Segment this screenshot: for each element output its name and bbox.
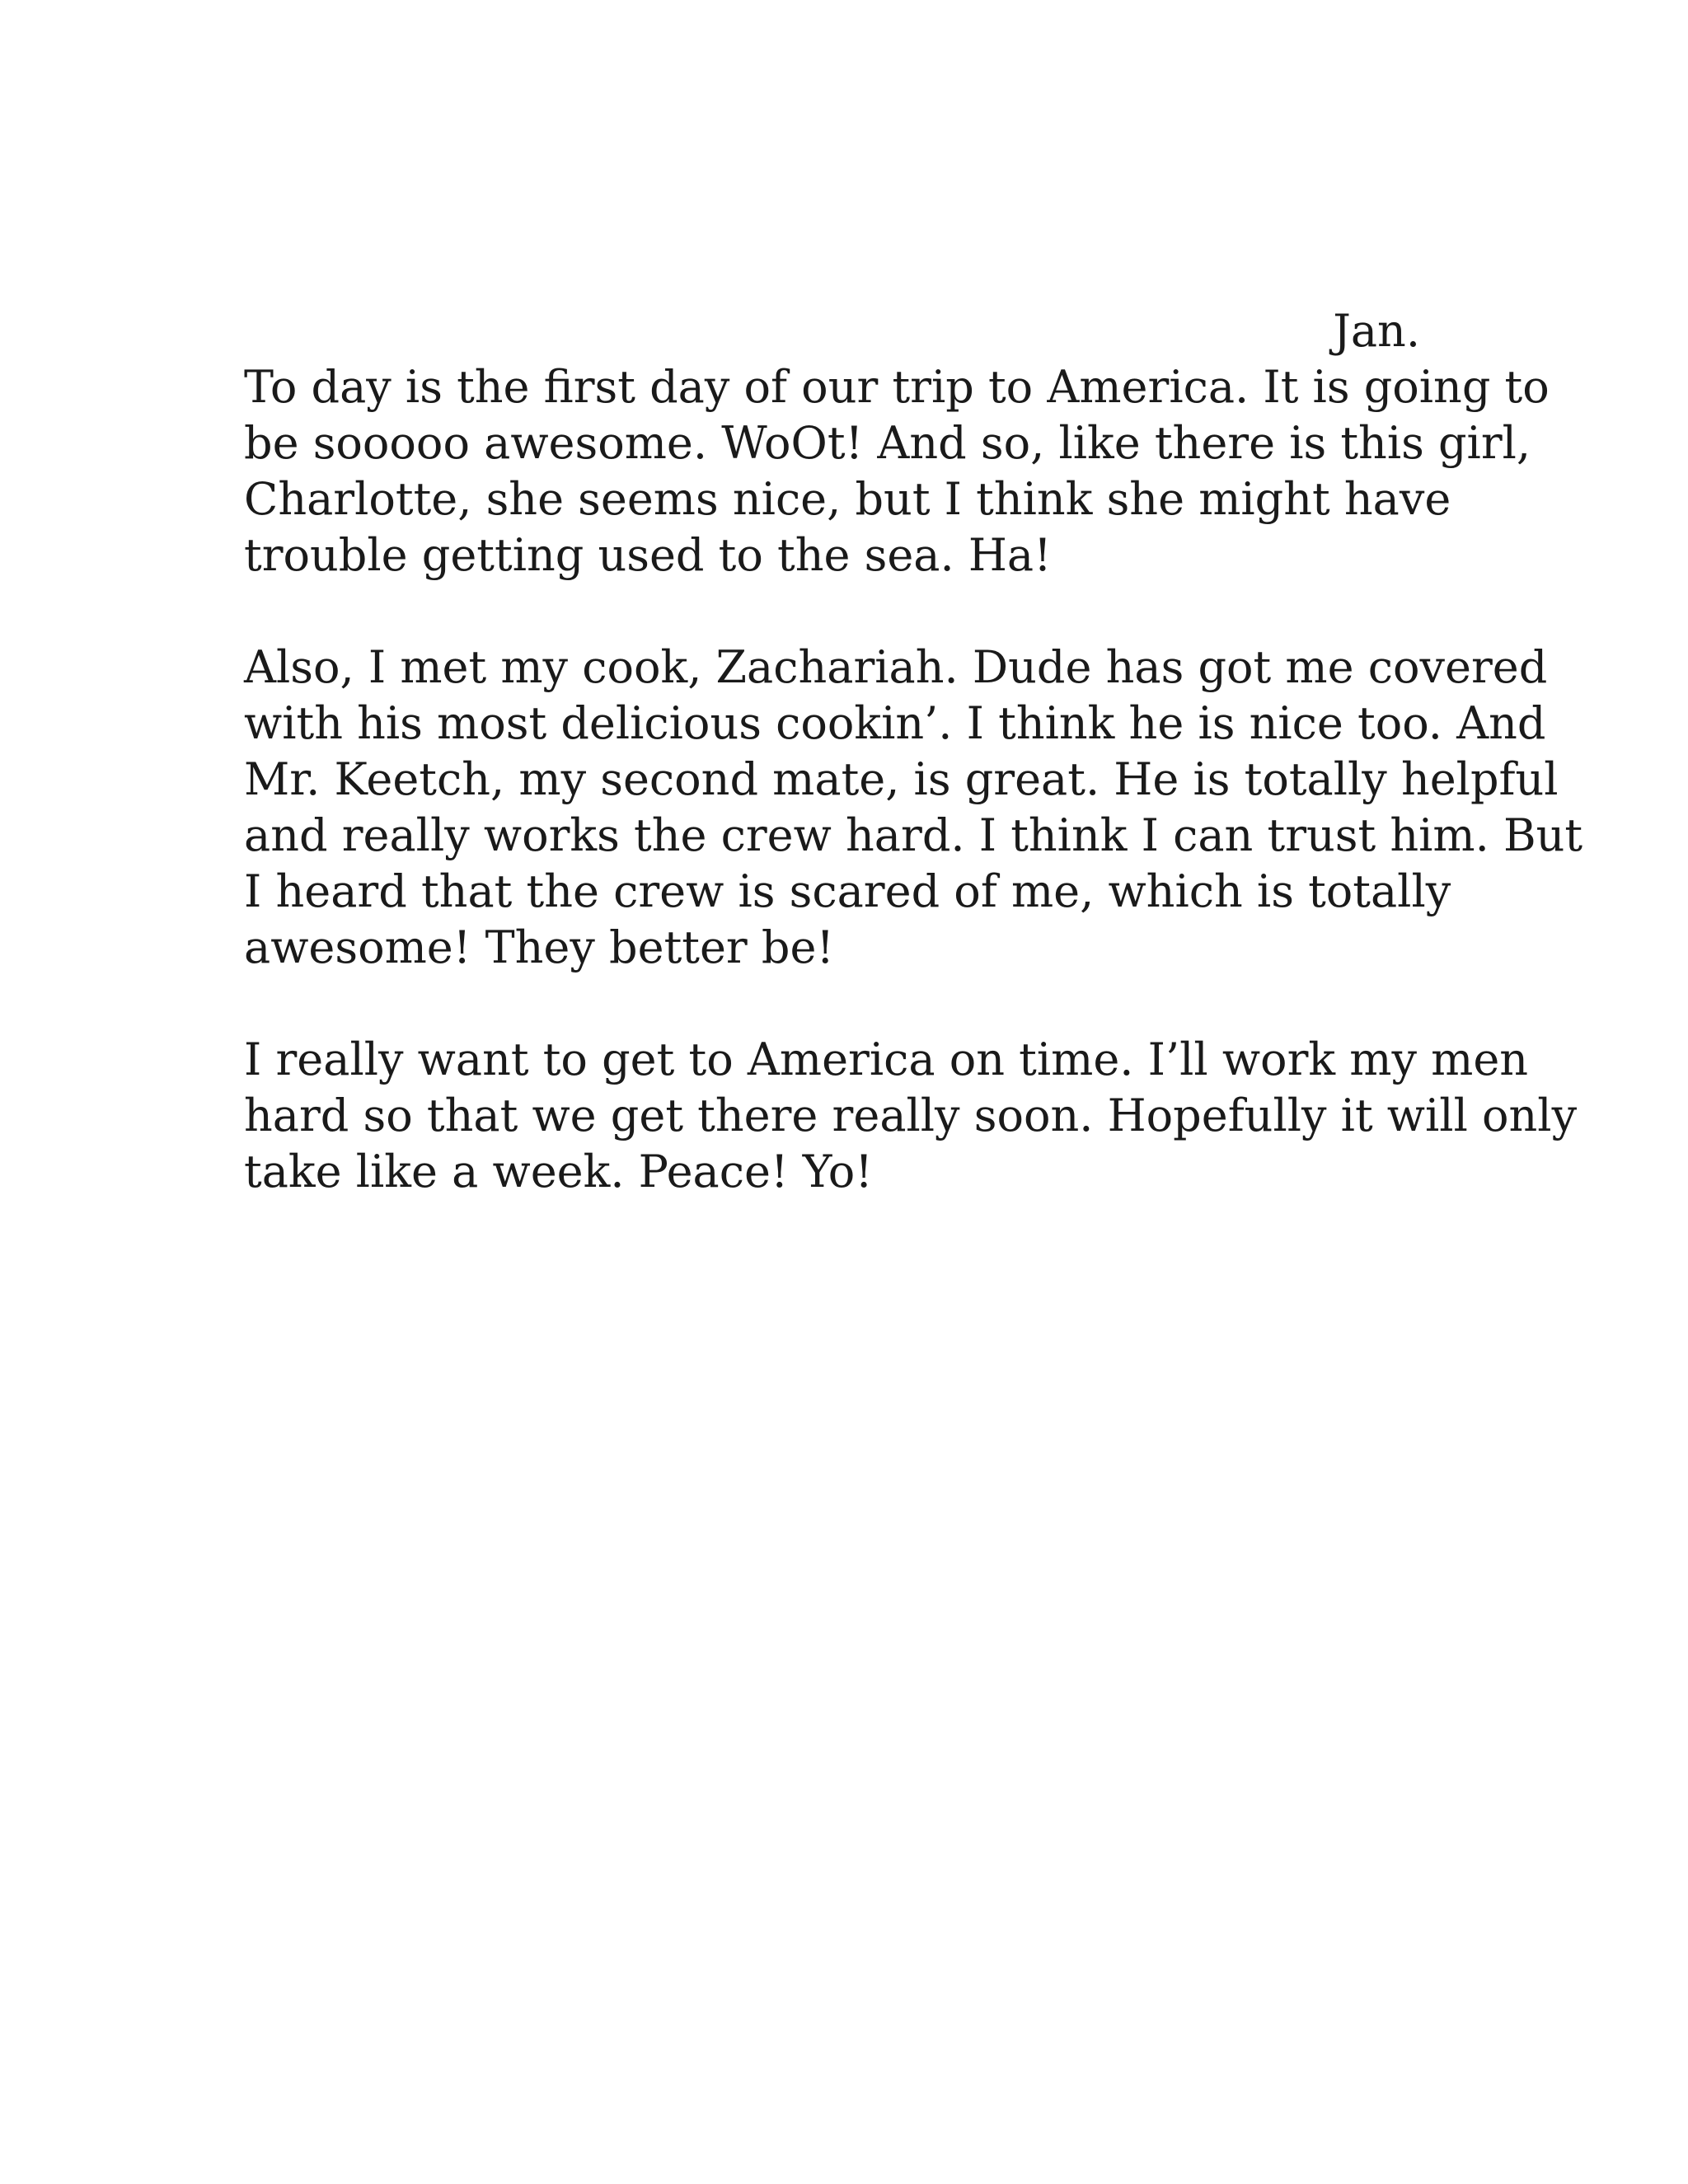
text-line: awesome! They better be!: [244, 921, 835, 973]
text-line: I heard that the crew is scared of me, which is totally: [244, 865, 1451, 917]
text-line: Charlotte, she seems nice, but I think she might have: [244, 473, 1451, 525]
text-line: be sooooo awesome. WoOt! And so, like there is this girl,: [244, 417, 1531, 469]
paragraph-1: [244, 359, 1550, 583]
text-line: take like a week. Peace! Yo!: [244, 1146, 873, 1197]
journal-entry: [244, 359, 1583, 1256]
text-line: I really want to get to America on time. I’ll work my men: [244, 1033, 1529, 1085]
text-line: and really works the crew hard. I think I can trust him. But: [244, 809, 1583, 861]
entry-date: Jan.: [1333, 305, 1420, 357]
paragraph-2: [244, 640, 1583, 976]
text-line: Also, I met my cook, Zachariah. Dude has got me covered: [244, 641, 1548, 693]
text-line: Mr. Keetch, my second mate, is great. He is totally helpful: [244, 753, 1559, 805]
text-line: hard so that we get there really soon. Hopefully it will only: [244, 1090, 1578, 1141]
paragraph-3: [244, 1032, 1578, 1200]
text-line: trouble getting used to the sea. Ha!: [244, 529, 1052, 581]
text-line: To day is the first day of our trip to America. It is going to: [244, 361, 1550, 413]
text-line: with his most delicious cookin’. I think he is nice too. And: [244, 697, 1546, 749]
